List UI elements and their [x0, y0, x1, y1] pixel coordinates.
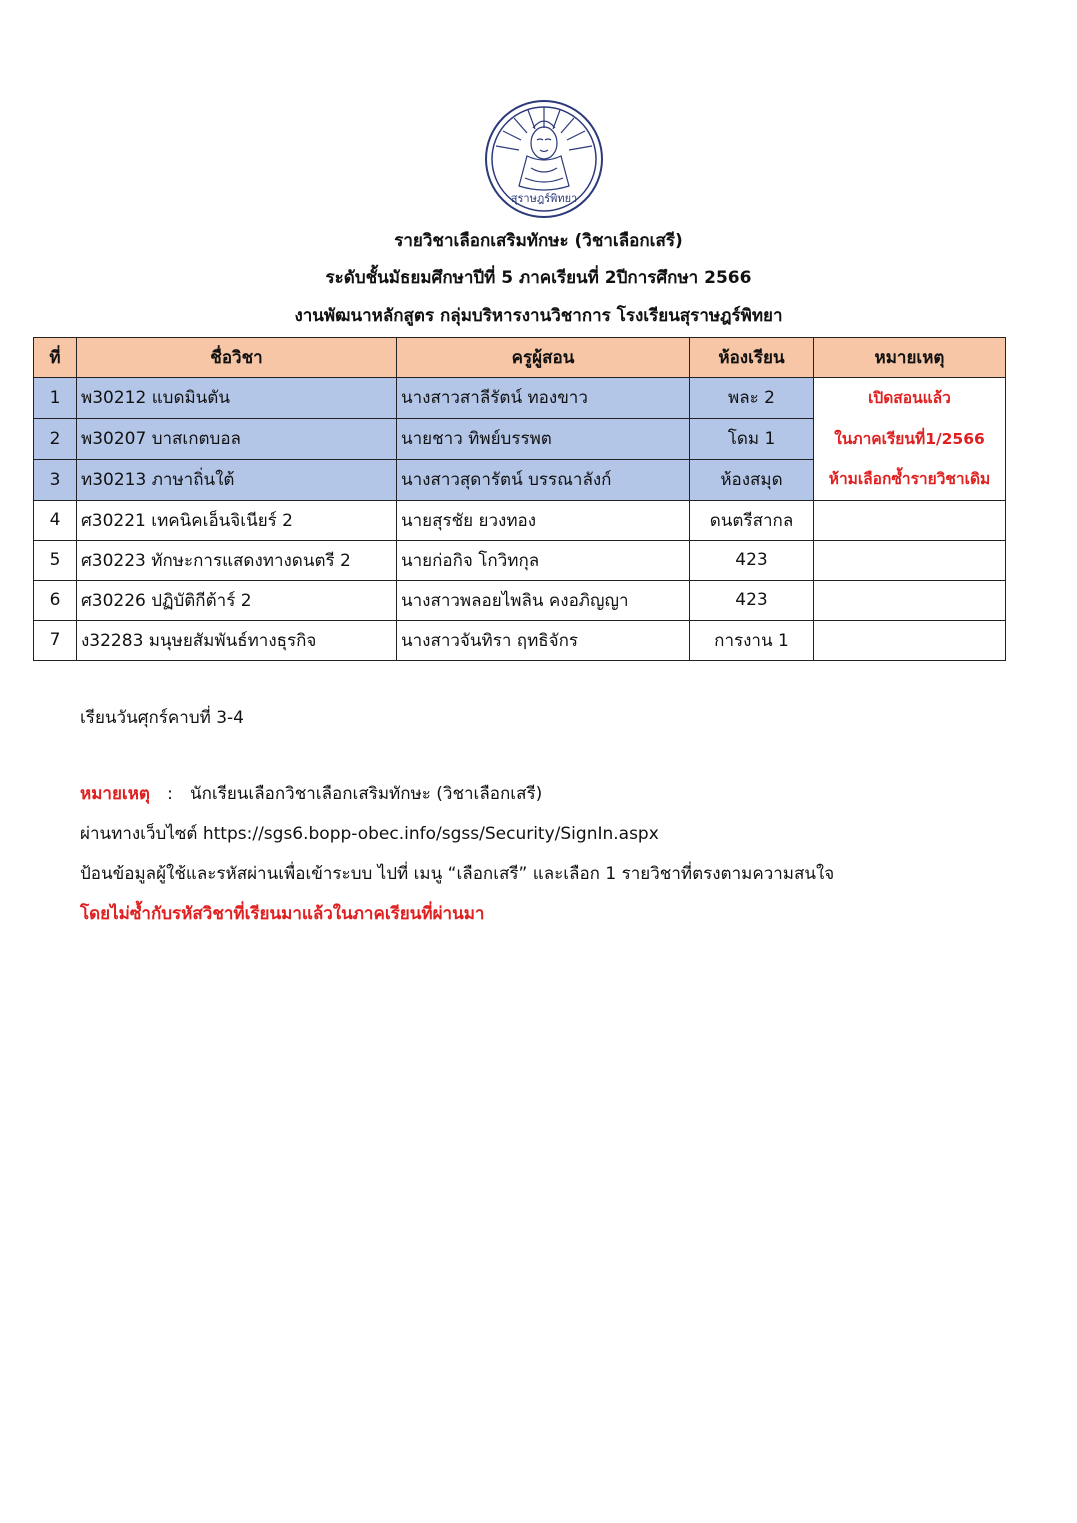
header-teacher: ครูผู้สอน [397, 338, 690, 378]
page-subtitle-department: งานพัฒนาหลักสูตร กลุ่มบริหารงานวิชาการ โรงเรียนสุราษฎร์พิทยา [294, 306, 783, 326]
note-label: หมายเหตุ [80, 784, 150, 804]
cell-subject: ท30213 ภาษาถิ่นใต้ [77, 459, 397, 500]
page-title: รายวิชาเลือกเสริมทักษะ (วิชาเลือกเสรี) [394, 231, 683, 251]
cell-room: 423 [690, 580, 814, 620]
cell-teacher: นางสาวสุดารัตน์ บรรณาลังก์ [397, 459, 690, 500]
remark-line-semester: ในภาคเรียนที่1/2566 [834, 429, 985, 448]
cell-subject: ศ30226 ปฏิบัติกีต้าร์ 2 [77, 580, 397, 620]
school-logo [483, 98, 605, 220]
table-row [34, 580, 1006, 620]
cell-teacher: นางสาวสาลีรัตน์ ทองขาว [397, 378, 690, 419]
page-subtitle-level: ระดับชั้นมัธยมศึกษาปีที่ 5 ภาคเรียนที่ 2ปีการศึกษา 2566 [325, 268, 752, 288]
cell-room: พละ 2 [690, 378, 814, 419]
table-row [34, 540, 1006, 580]
cell-room: ห้องสมุด [690, 459, 814, 500]
cell-no: 3 [34, 459, 77, 500]
cell-teacher: นายชาว ทิพย์บรรพต [397, 418, 690, 459]
cell-remark [814, 620, 1006, 660]
cell-no: 5 [34, 540, 77, 580]
header-no: ที่ [34, 338, 77, 378]
logo-caption: สุราษฎร์พิทยา [510, 192, 578, 205]
schedule-note: เรียนวันศุกร์คาบที่ 3-4 [80, 708, 244, 728]
table-row [34, 500, 1006, 540]
table-row [34, 620, 1006, 660]
cell-room: โดม 1 [690, 418, 814, 459]
header-subject: ชื่อวิชา [77, 338, 397, 378]
cell-no: 6 [34, 580, 77, 620]
note-line-4-warning: โดยไม่ซ้ำกับรหัสวิชาที่เรียนมาแล้วในภาคเรียนที่ผ่านมา [80, 904, 485, 924]
cell-remark [814, 580, 1006, 620]
cell-teacher: นายสุรชัย ยวงทอง [397, 500, 690, 540]
remark-line-no-repeat: ห้ามเลือกซ้ำรายวิชาเดิม [828, 470, 991, 488]
note-line-1 [80, 782, 542, 806]
cell-room: 423 [690, 540, 814, 580]
courses-table [33, 337, 1006, 661]
header-remark: หมายเหตุ [814, 338, 1006, 378]
cell-subject: ศ30223 ทักษะการแสดงทางดนตรี 2 [77, 540, 397, 580]
cell-no: 2 [34, 418, 77, 459]
note-line-2: ผ่านทางเว็บไซต์ https://sgs6.bopp-obec.info/sgss/Security/SignIn.aspx [80, 824, 659, 844]
cell-teacher: นางสาวจันทิรา ฤทธิจักร [397, 620, 690, 660]
cell-subject: ศ30221 เทคนิคเอ็นจิเนียร์ 2 [77, 500, 397, 540]
cell-remark [814, 540, 1006, 580]
cell-no: 1 [34, 378, 77, 419]
cell-subject: พ30207 บาสเกตบอล [77, 418, 397, 459]
note-text-1: นักเรียนเลือกวิชาเลือกเสริมทักษะ (วิชาเลือกเสรี) [189, 784, 543, 804]
table-header-row [34, 338, 1006, 378]
cell-remark [814, 500, 1006, 540]
note-separator: : [167, 784, 173, 804]
cell-room: ดนตรีสากล [690, 500, 814, 540]
cell-no: 4 [34, 500, 77, 540]
cell-no: 7 [34, 620, 77, 660]
remark-line-opened: เปิดสอนแล้ว [868, 389, 951, 407]
cell-subject: ง32283 มนุษยสัมพันธ์ทางธุรกิจ [77, 620, 397, 660]
note-line-3: ป้อนข้อมูลผู้ใช้และรหัสผ่านเพื่อเข้าระบบ ไปที่ เมนู “เลือกเสรี” และเลือก 1 รายวิชาที่ตรงตามความสนใจ [80, 864, 835, 884]
cell-room: การงาน 1 [690, 620, 814, 660]
cell-subject: พ30212 แบดมินตัน [77, 378, 397, 419]
table-row [34, 378, 1006, 419]
cell-teacher: นายก่อกิจ โกวิทกุล [397, 540, 690, 580]
header-room: ห้องเรียน [690, 338, 814, 378]
cell-remark [814, 378, 1006, 501]
cell-teacher: นางสาวพลอยไพลิน คงอภิญญา [397, 580, 690, 620]
